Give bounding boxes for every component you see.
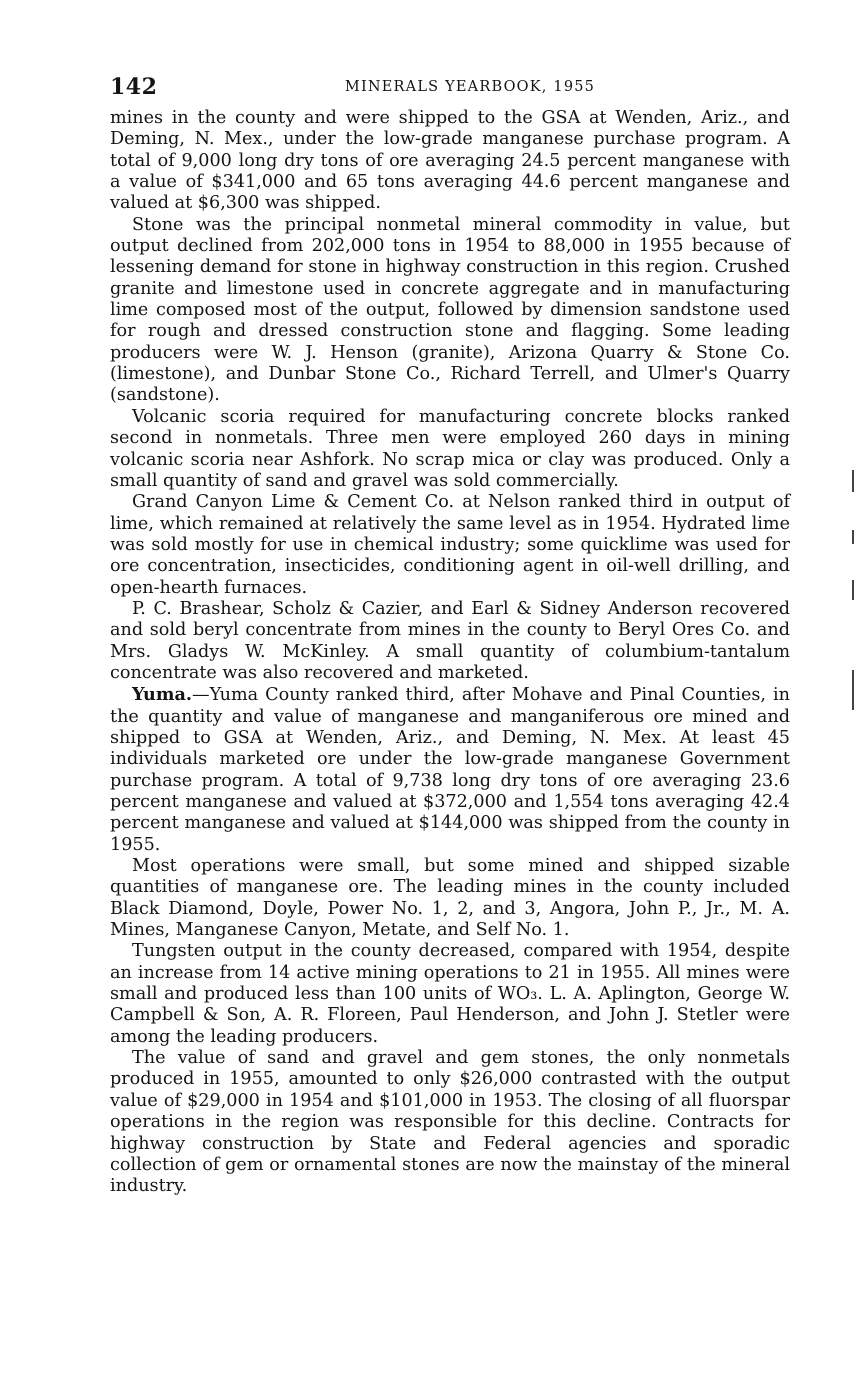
- scan-margin-marks: [849, 280, 859, 800]
- scan-mark: [852, 530, 854, 544]
- paragraph: [110, 108, 790, 215]
- paragraph-text: Most operations were small, but some mined and shipped sizable quantities of manganese ore. The leading mines in the county included Black Diamond, Doyle, Power No. 1, 2, and 3, Angora, John P., Jr., M. A. Mines, Manganese Canyon, Metate, and Self No. 1.: [110, 856, 790, 941]
- paragraph: [110, 407, 790, 492]
- paragraph-text: Volcanic scoria required for manufacturing concrete blocks ranked second in nonmetals. Three men were employed 260 days in mining volcanic scoria near Ashfork. No scrap mica or clay was produced. Only a small quantity of sand and gravel was sold commercially.: [110, 406, 790, 491]
- section-lead: Yuma.: [132, 684, 192, 706]
- paragraph-text: P. C. Brashear, Scholz & Cazier, and Earl & Sidney Anderson recovered and sold beryl concentrate from mines in the county to Beryl Ores Co. and Mrs. Gladys W. McKinley. A small quantity of columbium-tantalum concentrate was also recovered and marketed.: [110, 598, 790, 683]
- body-text: [110, 108, 790, 1198]
- page: [110, 72, 790, 1198]
- paragraph: [110, 1048, 790, 1197]
- paragraph-text: mines in the county and were shipped to the GSA at Wenden, Ariz., and Deming, N. Mex., under the low-grade manganese purchase program. A total of 9,000 long dry tons of ore averaging 24.5 percent manganese with a value of $341,000 and 65 tons averaging 44.6 percent manganese and valued at $6,300 was shipped.: [110, 108, 790, 214]
- paragraph: [110, 684, 790, 856]
- paragraph-text: Grand Canyon Lime & Cement Co. at Nelson ranked third in output of lime, which remained at relatively the same level as in 1954. Hydrated lime was sold mostly for use in chemical industry; some quicklime was used for ore concentration, insecticides, conditioning agent in oil-well drilling, and open-hearth furnaces.: [110, 492, 790, 598]
- paragraph: [110, 856, 790, 941]
- running-title: MINERALS YEARBOOK, 1955: [344, 79, 596, 95]
- page-number: 142: [110, 74, 158, 100]
- paragraph-text: Stone was the principal nonmetal mineral commodity in value, but output declined from 202,000 tons in 1954 to 88,000 in 1955 because of lessening demand for stone in highway construction in this region. Crushed granite and limestone used in concrete aggregate and in manufacturing lime composed most of the output, followed by dimension sandstone used for rough and dressed construction stone and flagging. Some leading producers were W. J. Henson (granite), Arizona Quarry & Stone Co. (limestone), and Dunbar Stone Co., Richard Terrell, and Ulmer's Quarry (sandstone).: [110, 214, 790, 406]
- paragraph-text: The value of sand and gravel and gem stones, the only nonmetals produced in 1955, amounted to only $26,000 contrasted with the output value of $29,000 in 1954 and $101,000 in 1953. The closing of all fluorspar operations in the region was responsible for this decline. Contracts for highway construction by State and Federal agencies and sporadic collection of gem or ornamental stones are now the mainstay of the mineral industry.: [110, 1048, 790, 1197]
- paragraph-text: Tungsten output in the county decreased, compared with 1954, despite an increase from 14 active mining operations to 21 in 1955. All mines were small and produced less than 100 units of WO₃. L. A. Aplington, George W. Campbell & Son, A. R. Floreen, Paul Henderson, and John J. Stetler were among the leading producers.: [110, 941, 790, 1047]
- scan-mark: [852, 580, 854, 600]
- running-head: [110, 72, 790, 108]
- paragraph: [110, 215, 790, 407]
- paragraph: [110, 599, 790, 684]
- paragraph-text: —Yuma County ranked third, after Mohave and Pinal Counties, in the quantity and value of manganese and manganiferous ore mined and shipped to GSA at Wenden, Ariz., and Deming, N. Mex. At least 45 individuals marketed ore under the low-grade manganese Government purchase program. A total of 9,738 long dry tons of ore averaging 23.6 percent manganese and valued at $372,000 and 1,554 tons averaging 42.4 percent manganese and valued at $144,000 was shipped from the county in 1955.: [110, 685, 790, 855]
- paragraph: [110, 492, 790, 599]
- scan-mark: [852, 470, 854, 492]
- scan-mark: [852, 670, 854, 710]
- paragraph: [110, 941, 790, 1048]
